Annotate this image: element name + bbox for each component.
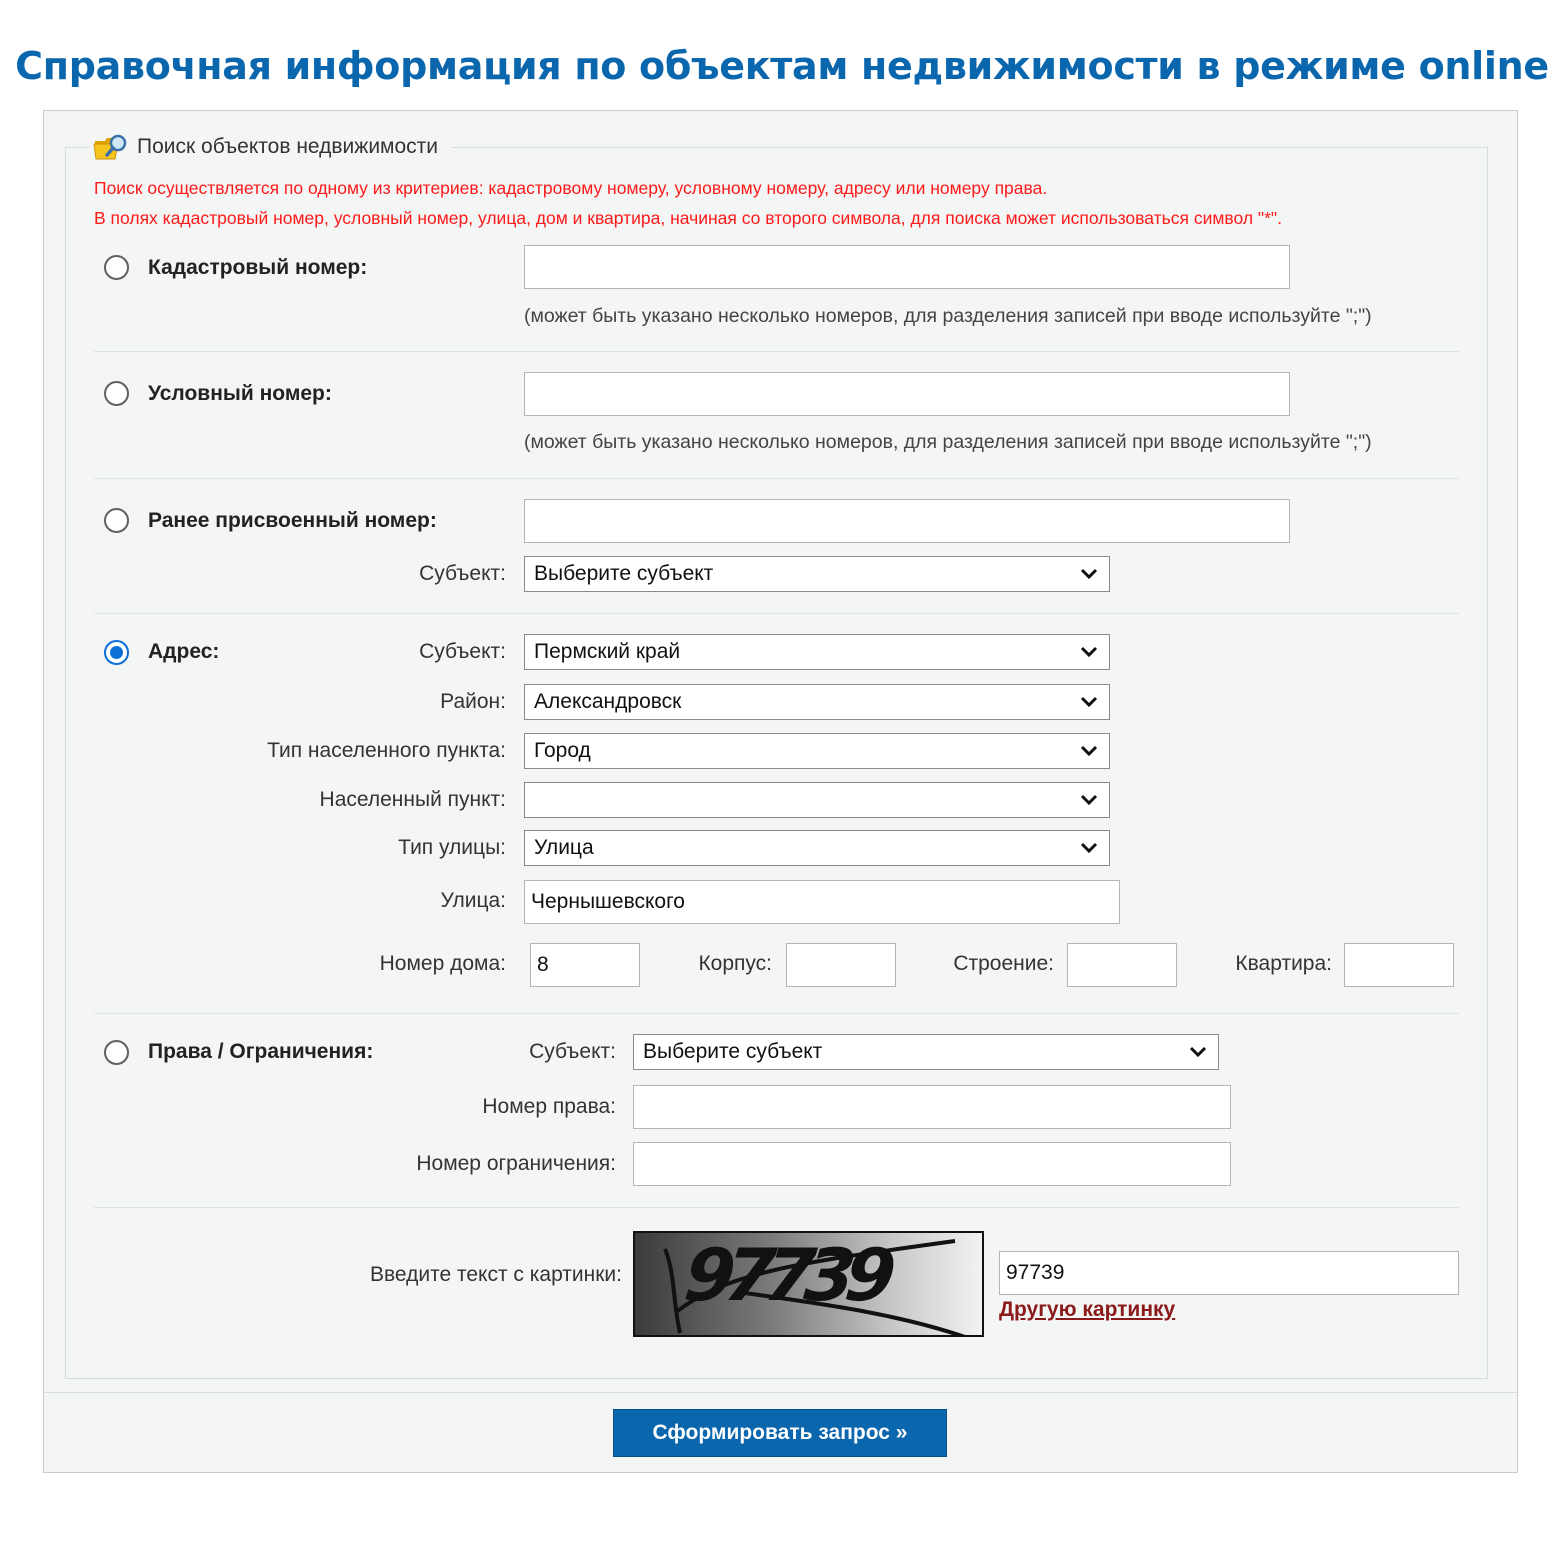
chevron-down-icon bbox=[1079, 693, 1099, 711]
label-street-type: Тип улицы: bbox=[398, 836, 506, 859]
right-number-input[interactable] bbox=[633, 1085, 1231, 1129]
captcha-input[interactable] bbox=[999, 1251, 1459, 1295]
captcha-text: 97739 bbox=[680, 1233, 890, 1317]
search-notice-2: В полях кадастровый номер, условный номер, улица, дом и квартира, начиная со второго символа, для поиска может использоваться символ "*". bbox=[94, 208, 1282, 228]
label-cadastral: Кадастровый номер: bbox=[148, 256, 368, 279]
label-previous-subject: Субъект: bbox=[419, 562, 506, 585]
chevron-down-icon bbox=[1079, 791, 1099, 809]
previous-subject-value: Выберите субъект bbox=[534, 562, 714, 585]
apartment-input[interactable] bbox=[1344, 943, 1454, 987]
label-structure: Строение: bbox=[953, 952, 1054, 975]
chevron-down-icon bbox=[1188, 1043, 1208, 1061]
legend-text: Поиск объектов недвижимости bbox=[137, 135, 439, 158]
street-input[interactable] bbox=[524, 880, 1120, 924]
label-rights: Права / Ограничения: bbox=[148, 1040, 374, 1063]
building-input[interactable] bbox=[786, 943, 896, 987]
label-house: Номер дома: bbox=[379, 952, 506, 975]
settlement-type-select[interactable] bbox=[524, 733, 1110, 769]
label-address: Адрес: bbox=[148, 640, 220, 663]
district-value: Александровск bbox=[534, 690, 682, 713]
label-street: Улица: bbox=[440, 889, 506, 912]
refresh-captcha-link[interactable]: Другую картинку bbox=[999, 1298, 1176, 1321]
label-rights-subject: Субъект: bbox=[529, 1040, 616, 1063]
chevron-down-icon bbox=[1079, 643, 1099, 661]
captcha-image bbox=[633, 1231, 984, 1337]
chevron-down-icon bbox=[1079, 565, 1099, 583]
divider bbox=[94, 351, 1459, 352]
fieldset-legend bbox=[89, 131, 452, 163]
search-fieldset bbox=[65, 135, 1488, 1379]
divider bbox=[94, 1013, 1459, 1014]
radio-rights[interactable] bbox=[104, 1040, 129, 1065]
footer-divider bbox=[44, 1392, 1517, 1393]
settlement-select[interactable] bbox=[524, 782, 1110, 818]
cadastral-hint: (может быть указано несколько номеров, для разделения записей при вводе используйте ";") bbox=[524, 305, 1372, 327]
radio-cadastral[interactable] bbox=[104, 255, 129, 280]
label-address-subject: Субъект: bbox=[419, 640, 506, 663]
folder-search-icon bbox=[93, 132, 129, 162]
conditional-hint: (может быть указано несколько номеров, для разделения записей при вводе используйте ";") bbox=[524, 431, 1372, 453]
previous-number-input[interactable] bbox=[524, 499, 1290, 543]
house-number-input[interactable] bbox=[530, 943, 640, 987]
cadastral-input[interactable] bbox=[524, 245, 1290, 289]
radio-conditional[interactable] bbox=[104, 381, 129, 406]
search-notice-1: Поиск осуществляется по одному из критериев: кадастровому номеру, условному номеру, адресу или номеру права. bbox=[94, 178, 1048, 198]
submit-request-button[interactable]: Сформировать запрос » bbox=[613, 1409, 947, 1457]
divider bbox=[94, 613, 1459, 614]
label-restriction-number: Номер ограничения: bbox=[416, 1152, 616, 1175]
label-conditional: Условный номер: bbox=[148, 382, 332, 405]
previous-subject-select[interactable] bbox=[524, 556, 1110, 592]
chevron-down-icon bbox=[1079, 742, 1099, 760]
label-building: Корпус: bbox=[698, 952, 772, 975]
label-settlement: Населенный пункт: bbox=[319, 788, 506, 811]
radio-previous[interactable] bbox=[104, 508, 129, 533]
street-type-value: Улица bbox=[534, 836, 594, 859]
street-type-select[interactable] bbox=[524, 830, 1110, 866]
divider bbox=[94, 1207, 1459, 1208]
label-settlement-type: Тип населенного пункта: bbox=[267, 739, 506, 762]
label-right-number: Номер права: bbox=[482, 1095, 616, 1118]
restriction-number-input[interactable] bbox=[633, 1142, 1231, 1186]
label-apartment: Квартира: bbox=[1235, 952, 1332, 975]
chevron-down-icon bbox=[1079, 839, 1099, 857]
address-subject-value: Пермский край bbox=[534, 640, 681, 663]
label-district: Район: bbox=[440, 690, 506, 713]
label-previous: Ранее присвоенный номер: bbox=[148, 509, 437, 532]
settlement-type-value: Город bbox=[534, 739, 591, 762]
address-subject-select[interactable] bbox=[524, 634, 1110, 670]
label-captcha: Введите текст с картинки: bbox=[369, 1263, 622, 1286]
search-panel bbox=[43, 110, 1518, 1473]
rights-subject-select[interactable] bbox=[633, 1034, 1219, 1070]
district-select[interactable] bbox=[524, 684, 1110, 720]
page-title: Справочная информация по объектам недвижимости в режиме online bbox=[15, 44, 1549, 88]
radio-address[interactable] bbox=[104, 640, 129, 665]
conditional-input[interactable] bbox=[524, 372, 1290, 416]
divider bbox=[94, 478, 1459, 479]
rights-subject-value: Выберите субъект bbox=[643, 1040, 823, 1063]
structure-input[interactable] bbox=[1067, 943, 1177, 987]
